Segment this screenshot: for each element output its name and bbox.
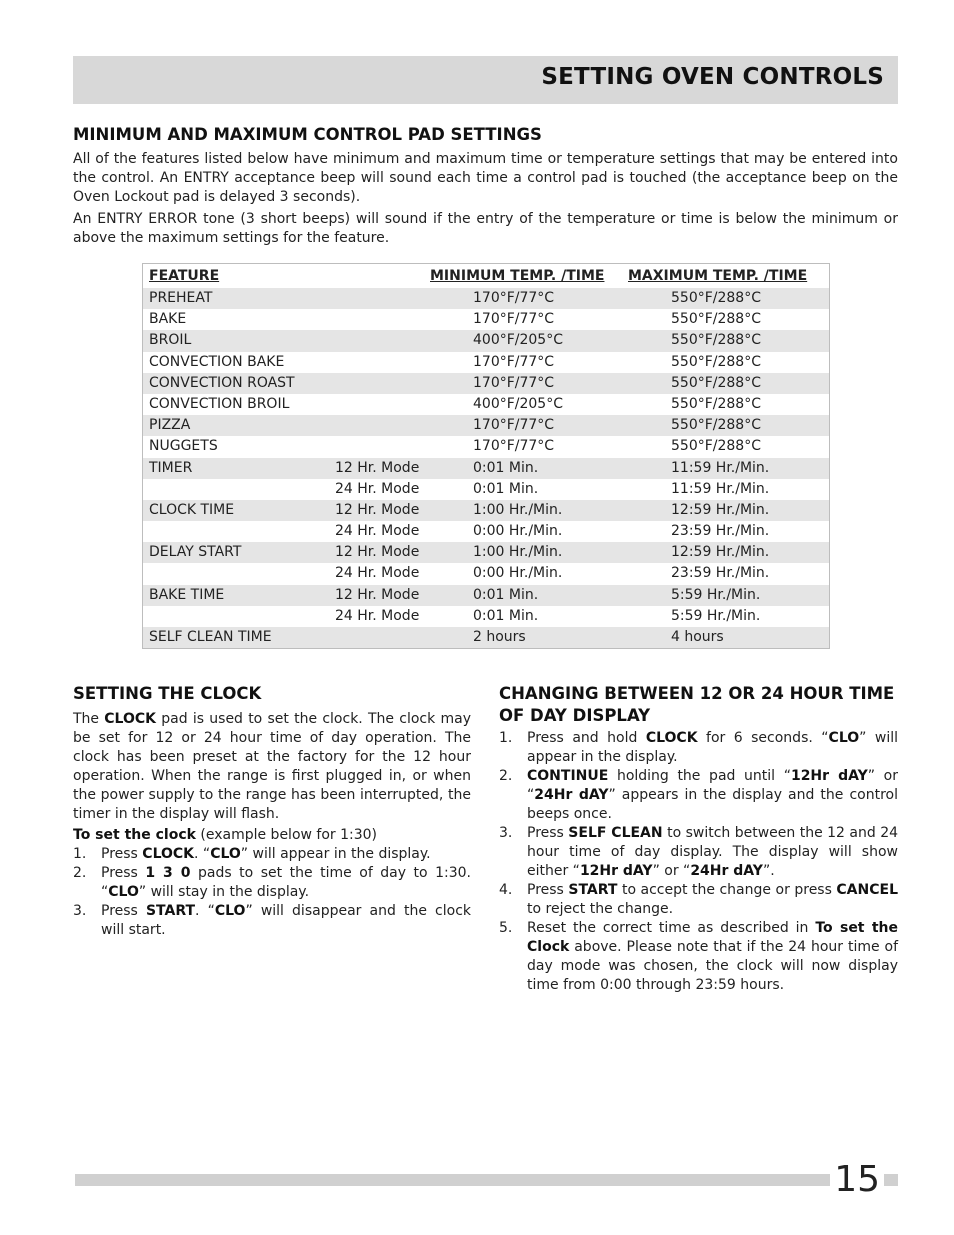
cell-feature: CONVECTION BAKE [149,353,285,370]
table-row [143,458,829,479]
table-row [143,436,829,457]
cell-minimum: 0:00 Hr./Min. [473,523,563,540]
cell-maximum: 11:59 Hr./Min. [671,480,770,497]
cell-minimum: 0:01 Min. [473,459,539,476]
cell-minimum: 1:00 Hr./Min. [473,501,563,518]
settings-table [142,263,830,649]
list-item: 1. Press and hold CLOCK for 6 seconds. “CLO” will appear in the display. [499,730,899,765]
cell-feature: CONVECTION BROIL [149,395,290,412]
list-item: 3. Press START. “CLO” will disappear and the clock will start. [73,903,472,938]
cell-minimum: 0:01 Min. [473,586,539,603]
cell-feature: CLOCK TIME [149,501,235,518]
footer-bar [75,1174,898,1186]
table-row [143,606,829,627]
table-row [143,288,829,309]
header-minimum: MINIMUM TEMP. /TIME [430,268,605,284]
table-row [143,563,829,584]
cell-minimum: 170°F/77°C [473,311,555,328]
cell-feature: NUGGETS [149,438,218,455]
cell-mode: 24 Hr. Mode [335,480,420,497]
cell-minimum: 170°F/77°C [473,290,555,306]
clock-steps [73,845,471,940]
cell-maximum: 11:59 Hr./Min. [671,459,770,476]
cell-maximum: 23:59 Hr./Min. [671,523,770,540]
change-steps [499,729,898,995]
table-row [143,352,829,373]
page-title: SETTING OVEN CONTROLS [541,64,884,90]
list-item: 4. Press START to accept the change or press CANCEL to reject the change. [499,882,898,917]
table-row [143,500,829,521]
minmax-paragraph-2: An ENTRY ERROR tone (3 short beeps) will sound if the entry of the temperature or time is below the minimum or above the maximum settings for the feature. [73,211,898,246]
list-item: 2. Press 1 3 0 pads to set the time of day to 1:30. “CLO” will stay in the display. [73,865,472,900]
table-row [143,542,829,563]
cell-mode: 24 Hr. Mode [335,565,420,582]
cell-feature: BROIL [149,332,192,349]
cell-feature: DELAY START [149,544,242,561]
minmax-heading: MINIMUM AND MAXIMUM CONTROL PAD SETTINGS [73,125,542,144]
cell-mode: 24 Hr. Mode [335,523,420,540]
change-heading: CHANGING BETWEEN 12 OR 24 HOUR TIME OF DAY DISPLAY [499,684,895,725]
cell-maximum: 550°F/288°C [671,395,761,412]
table-row [143,373,829,394]
list-item: 1. Press CLOCK. “CLO” will appear in the display. [73,846,431,862]
list-item: 3. Press SELF CLEAN to switch between the 12 and 24 hour time of day display. The display will show either “12Hr dAY” or “24Hr dAY”. [499,825,899,879]
cell-maximum: 12:59 Hr./Min. [671,501,770,518]
cell-minimum: 170°F/77°C [473,353,555,370]
cell-minimum: 0:01 Min. [473,607,539,624]
header-feature: FEATURE [149,268,220,284]
cell-maximum: 5:59 Hr./Min. [671,586,761,603]
cell-feature: CONVECTION ROAST [149,374,295,391]
list-item: 5. Reset the correct time as described in To set the Clock above. Please note that if the 24 hour time of day mode was chosen, the clock will now display time from 0:00 through 23:59 hours. [499,920,898,993]
table-row [143,394,829,415]
cell-minimum: 170°F/77°C [473,417,555,434]
cell-maximum: 23:59 Hr./Min. [671,565,770,582]
table-header-row [143,264,829,288]
header-bar [73,56,898,104]
cell-maximum: 12:59 Hr./Min. [671,544,770,561]
cell-maximum: 550°F/288°C [671,438,761,455]
cell-minimum: 170°F/77°C [473,374,555,391]
cell-mode: 12 Hr. Mode [335,544,420,561]
cell-feature: PREHEAT [149,290,213,306]
clock-howto: To set the clock (example below for 1:30) [73,827,378,843]
cell-feature: TIMER [149,459,193,476]
cell-maximum: 550°F/288°C [671,374,761,391]
cell-feature: PIZZA [149,417,191,434]
cell-mode: 12 Hr. Mode [335,586,420,603]
minmax-paragraph-1: All of the features listed below have minimum and maximum time or temperature settings that may be entered into the control. An ENTRY acceptance beep will sound each time a control pad is touched (the acceptance beep on the Oven Lockout pad is delayed 3 seconds). [73,151,898,205]
cell-minimum: 170°F/77°C [473,438,555,455]
list-item: 2. CONTINUE holding the pad until “12Hr dAY” or “24Hr dAY” appears in the display and the control beeps once. [499,768,898,822]
cell-feature: BAKE TIME [149,586,225,603]
cell-mode: 12 Hr. Mode [335,459,420,476]
page-number: 15 [830,1158,884,1202]
cell-maximum: 550°F/288°C [671,332,761,349]
table-row [143,627,829,648]
cell-mode: 12 Hr. Mode [335,501,420,518]
cell-maximum: 550°F/288°C [671,353,761,370]
cell-maximum: 5:59 Hr./Min. [671,607,761,624]
table-row [143,479,829,500]
cell-feature: SELF CLEAN TIME [149,629,272,645]
cell-maximum: 550°F/288°C [671,417,761,434]
cell-minimum: 2 hours [473,629,526,645]
cell-feature: BAKE [149,311,187,328]
clock-intro: The CLOCK pad is used to set the clock. The clock may be set for 12 or 24 hour time of day operation. The clock has been preset at the factory for the 12 hour operation. When the range is first plugged in, or when the power supply to the range has been interrupted, the timer in the display will flash. [73,711,471,822]
table-row [143,585,829,606]
cell-maximum: 4 hours [671,629,724,645]
table-row [143,521,829,542]
cell-maximum: 550°F/288°C [671,311,761,328]
cell-minimum: 0:00 Hr./Min. [473,565,563,582]
cell-minimum: 0:01 Min. [473,480,539,497]
cell-minimum: 400°F/205°C [473,395,563,412]
clock-heading: SETTING THE CLOCK [73,684,262,703]
cell-minimum: 400°F/205°C [473,332,563,349]
cell-maximum: 550°F/288°C [671,290,761,306]
table-row [143,415,829,436]
header-maximum: MAXIMUM TEMP. /TIME [628,268,808,284]
table-row [143,330,829,351]
cell-mode: 24 Hr. Mode [335,607,420,624]
cell-minimum: 1:00 Hr./Min. [473,544,563,561]
table-row [143,309,829,330]
